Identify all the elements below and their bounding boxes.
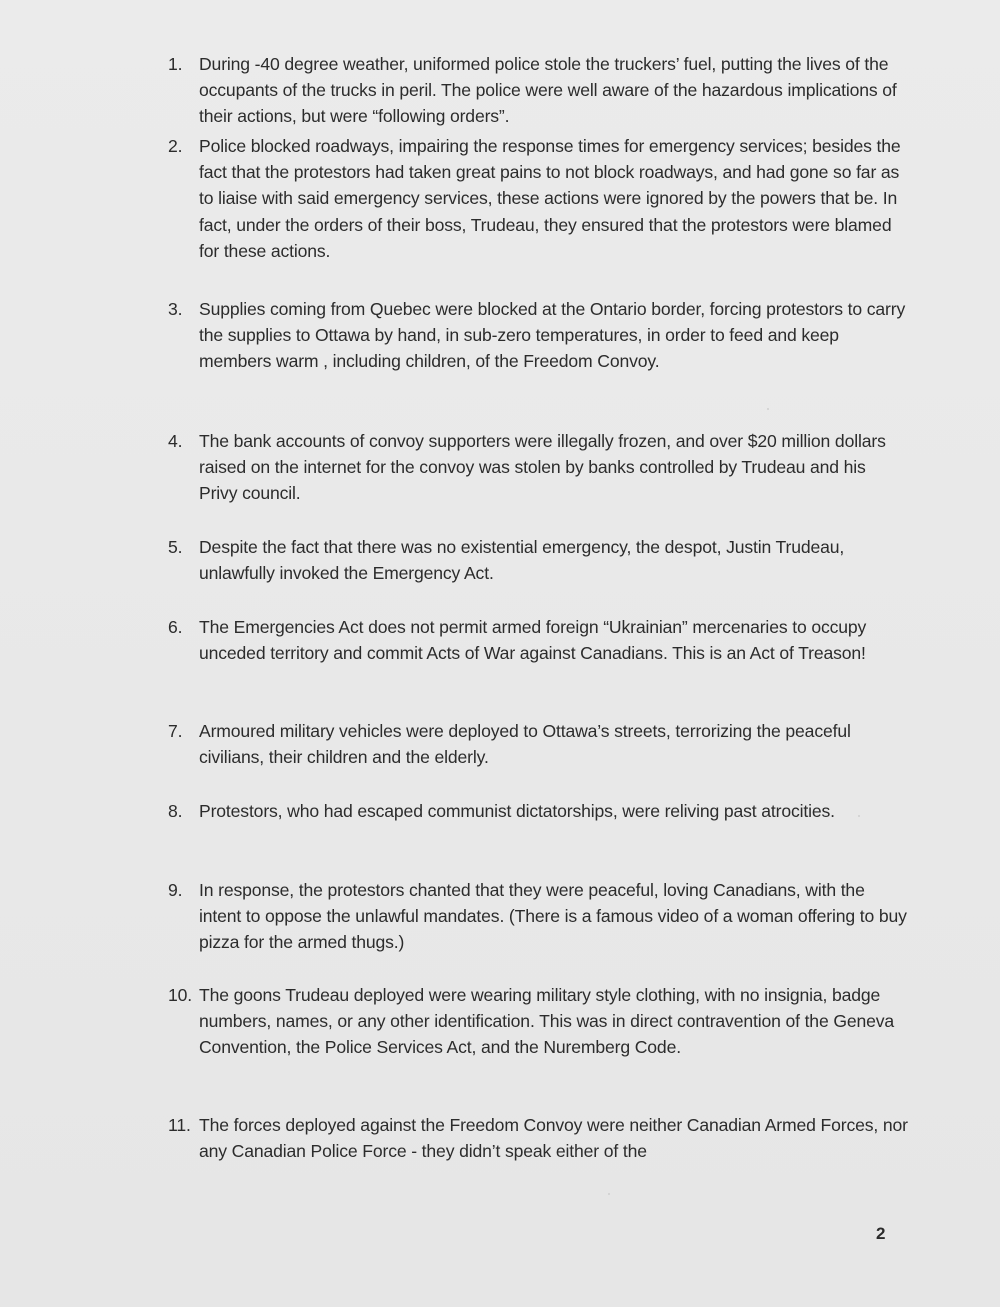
list-item-text: In response, the protestors chanted that they were peaceful, loving Canadians, with the intent to oppose the unlawful mandates. (There is a famous video of a woman offering to buy pizza for the armed thugs.) — [199, 880, 907, 953]
list-item-number: 8. — [168, 801, 183, 821]
list-item — [168, 534, 908, 586]
list-item — [168, 718, 908, 770]
list-item — [168, 614, 908, 666]
list-item-number: 4. — [168, 431, 183, 451]
list-item-number: 2. — [168, 136, 183, 156]
list-item — [168, 982, 908, 1061]
list-item-text: The Emergencies Act does not permit armed foreign “Ukrainian” mercenaries to occupy unceded territory and commit Acts of War against Canadians. This is an Act of Treason! — [199, 617, 867, 664]
list-item-number: 1. — [168, 54, 183, 74]
list-item-text: Despite the fact that there was no existential emergency, the despot, Justin Trudeau, unlawfully invoked the Emergency Act. — [199, 537, 845, 584]
list-item-text: During -40 degree weather, uniformed police stole the truckers’ fuel, putting the lives of the occupants of the trucks in peril. The police were well aware of the hazardous implications of their actions, but were “following orders”. — [199, 54, 897, 127]
list-item-text: Armoured military vehicles were deployed to Ottawa’s streets, terrorizing the peaceful civilians, their children and the elderly. — [199, 721, 851, 768]
list-item — [168, 51, 908, 130]
list-item-text: Supplies coming from Quebec were blocked at the Ontario border, forcing protestors to carry the supplies to Ottawa by hand, in sub-zero temperatures, in order to feed and keep members warm , including children, of the Freedom Convoy. — [199, 299, 906, 372]
scan-speck — [767, 408, 769, 410]
list-item-number: 7. — [168, 721, 183, 741]
list-item-text: Protestors, who had escaped communist dictatorships, were reliving past atrocities. — [199, 801, 835, 821]
list-item-number: 9. — [168, 880, 183, 900]
list-item — [168, 1112, 908, 1164]
list-item-text: Police blocked roadways, impairing the response times for emergency services; besides the fact that the protestors had taken great pains to not block roadways, and had gone so far as to liaise with said emergency services, these actions were ignored by the powers that be. In fact, under the orders of their boss, Trudeau, they ensured that the protestors were blamed for these actions. — [199, 136, 901, 261]
list-item — [168, 428, 908, 507]
list-item-number: 5. — [168, 537, 183, 557]
page-number: 2 — [876, 1224, 886, 1243]
list-item-number: 3. — [168, 299, 183, 319]
list-item — [168, 133, 908, 264]
list-item-text: The forces deployed against the Freedom Convoy were neither Canadian Armed Forces, nor any Canadian Police Force - they didn’t speak either of the — [199, 1115, 908, 1162]
list-item — [168, 798, 908, 824]
list-item-text: The goons Trudeau deployed were wearing military style clothing, with no insignia, badge numbers, names, or any other identification. This was in direct contravention of the Geneva Convention, the Police Services Act, and the Nuremberg Code. — [199, 985, 895, 1058]
scan-speck — [608, 1193, 610, 1195]
list-item-number: 11. — [168, 1115, 191, 1135]
list-item-text: The bank accounts of convoy supporters were illegally frozen, and over $20 million dollars raised on the internet for the convoy was stolen by banks controlled by Trudeau and his Privy council. — [199, 431, 886, 504]
list-item-number: 6. — [168, 617, 183, 637]
list-item — [168, 296, 908, 375]
list-item-number: 10. — [168, 985, 193, 1005]
scan-speck — [858, 815, 860, 817]
list-item — [168, 877, 908, 956]
